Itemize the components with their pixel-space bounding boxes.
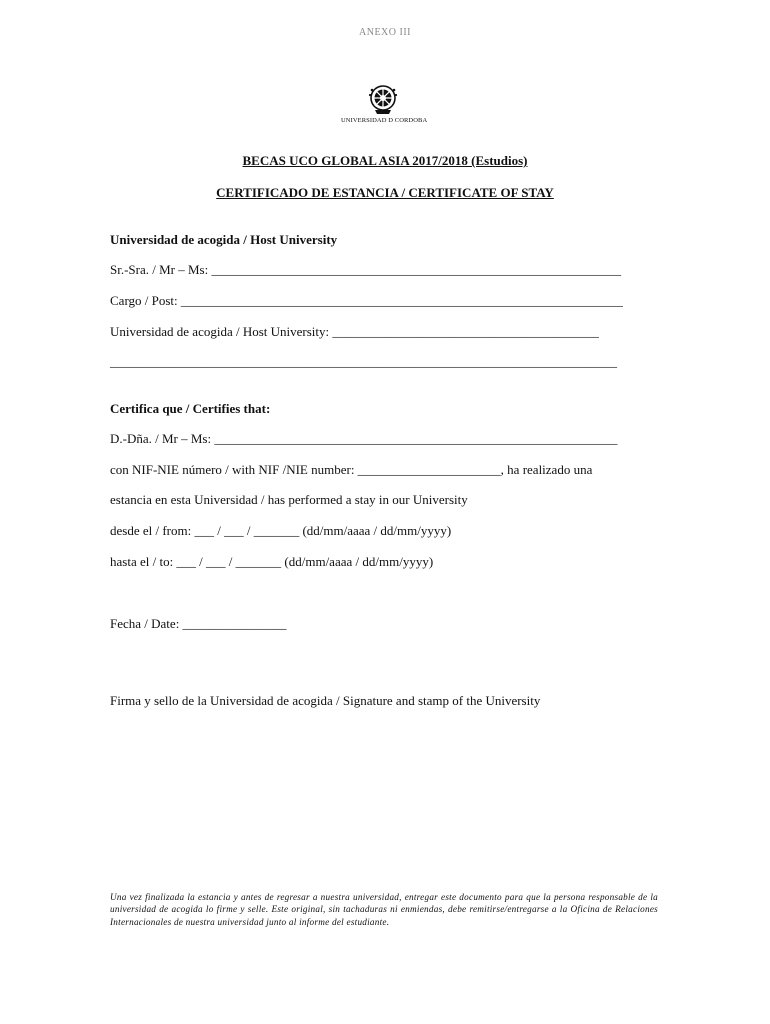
from-date-field[interactable]: desde el / from: ___ / ___ / _______ (dd/mm/aaaa / dd/mm/yyyy) xyxy=(110,523,452,538)
host-university-heading: Universidad de acogida / Host University xyxy=(110,232,338,247)
university-logo xyxy=(341,84,428,134)
host-post-field[interactable]: Cargo / Post: ____________________________________________________________________ xyxy=(110,293,623,308)
certificate-title: CERTIFICADO DE ESTANCIA / CERTIFICATE OF STAY xyxy=(216,185,554,200)
program-title: BECAS UCO GLOBAL ASIA 2017/2018 (Estudios) xyxy=(242,153,528,168)
footer-note: Una vez finalizada la estancia y antes de regresar a nuestra universidad, entregar este documento para que la persona responsable de la universidad de acogida lo firme y selle. Este original, sin tachaduras ni enmiendas, debe remitirse/entregarse a la Oficina de Relaciones Internacionales de nuestra universidad junto al informe del estudiante. xyxy=(110,892,658,927)
nif-nie-field[interactable]: con NIF-NIE número / with NIF /NIE number: ______________________, ha realizado una xyxy=(110,462,593,477)
university-crest-icon xyxy=(366,84,400,116)
host-name-field[interactable]: Sr.-Sra. / Mr – Ms: _______________________________________________________________ xyxy=(110,262,621,277)
signature-stamp-label: Firma y sello de la Universidad de acogida / Signature and stamp of the University xyxy=(110,693,541,708)
annex-label: ANEXO III xyxy=(359,27,411,38)
logo-text: UNIVERSIDAD D CORDOBA xyxy=(341,117,428,124)
date-field[interactable]: Fecha / Date: ________________ xyxy=(110,616,287,631)
stay-statement: estancia en esta Universidad / has performed a stay in our University xyxy=(110,492,468,507)
host-university-field-continued[interactable]: ______________________________________________________________________________ xyxy=(110,354,617,369)
certifies-heading: Certifica que / Certifies that: xyxy=(110,401,271,416)
to-date-field[interactable]: hasta el / to: ___ / ___ / _______ (dd/mm/aaaa / dd/mm/yyyy) xyxy=(110,554,434,569)
host-university-field[interactable]: Universidad de acogida / Host University: _________________________________________ xyxy=(110,324,599,339)
student-name-field[interactable]: D.-Dña. / Mr – Ms: ______________________________________________________________ xyxy=(110,431,618,446)
